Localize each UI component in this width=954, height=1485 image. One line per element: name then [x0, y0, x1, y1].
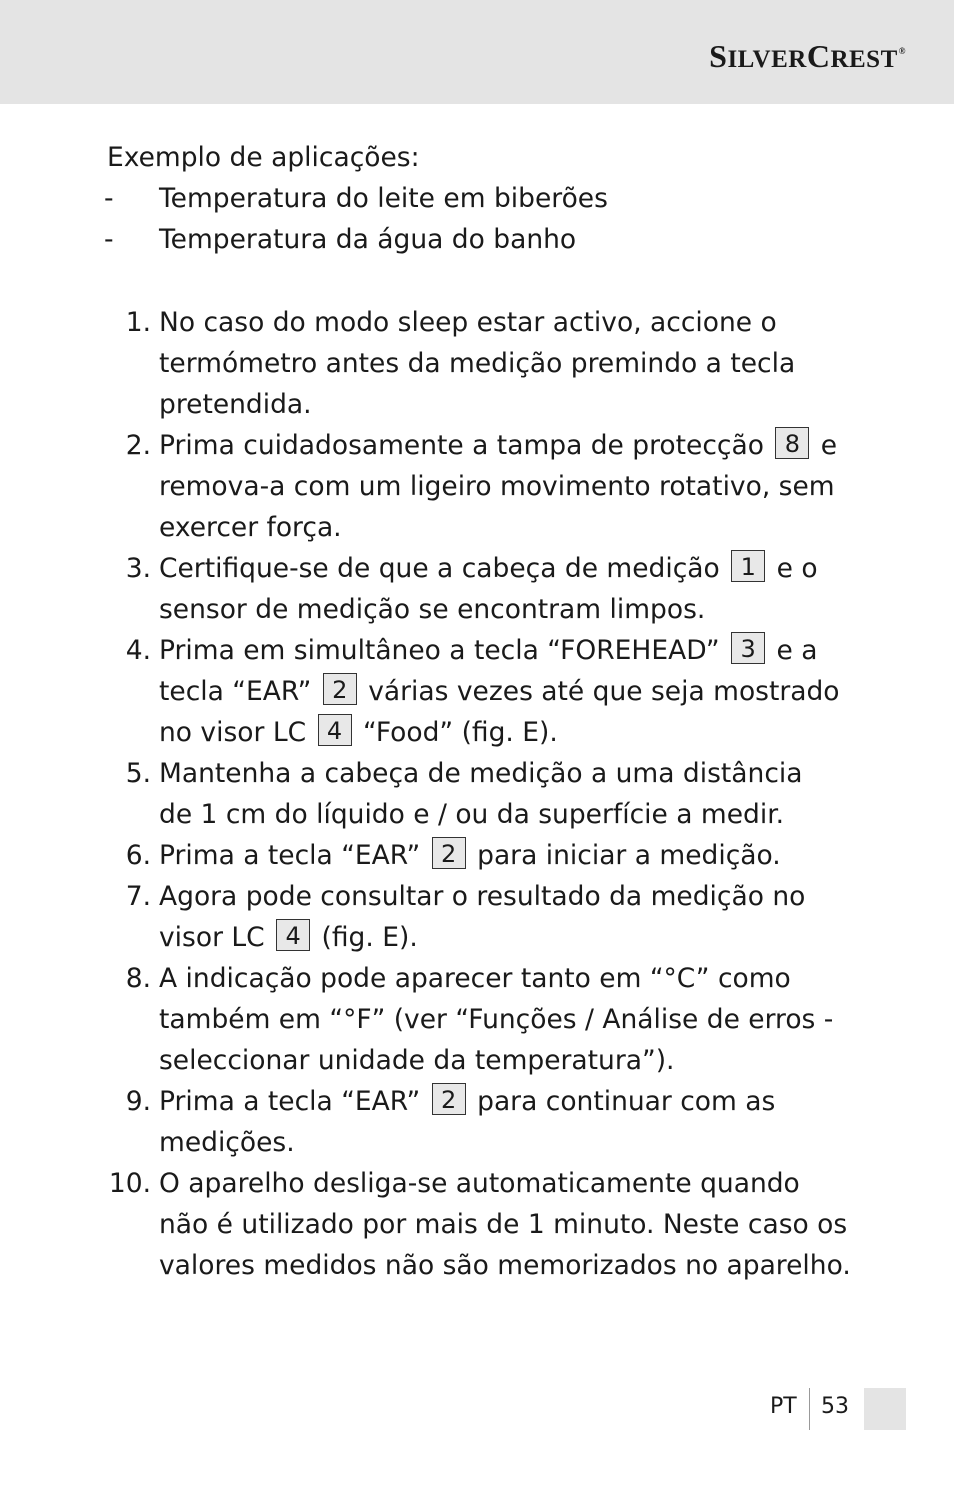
component-ref-2: 2 — [432, 837, 466, 869]
component-ref-2: 2 — [432, 1083, 466, 1115]
step-7: 7. Agora pode consultar o resultado da medição no visor LC 4 (fig. E). — [125, 881, 806, 953]
step-9: 9. Prima a tecla “EAR” 2 para continuar com as medições. — [107, 1081, 867, 1163]
component-ref-1: 1 — [731, 550, 765, 582]
step-6: 6. Prima a tecla “EAR” 2 para iniciar a medição. — [107, 835, 867, 876]
bullet-item: - Temperatura da água do banho — [104, 224, 577, 255]
step-10: 10. O aparelho desliga-se automaticamente quando não é utilizado por mais de 1 minuto. Neste caso os valores medidos não são memorizados no aparelho. — [108, 1168, 851, 1281]
intro-heading: Exemplo de aplicações: — [107, 142, 420, 173]
page-tab-marker — [864, 1388, 906, 1430]
language-label: PT — [770, 1394, 797, 1419]
page-number: 53 — [821, 1394, 849, 1419]
component-ref-4: 4 — [276, 919, 310, 951]
component-ref-4: 4 — [318, 714, 352, 746]
steps-list — [107, 302, 867, 1286]
step-1: 1. No caso do modo sleep estar activo, accione o termómetro antes da medição premindo a tecla pretendida. — [125, 307, 796, 420]
component-ref-2: 2 — [323, 673, 357, 705]
step-2: 2. Prima cuidadosamente a tampa de protecção 8 e remova-a com um ligeiro movimento rotativo, sem exercer força. — [107, 425, 867, 548]
step-5: 5. Mantenha a cabeça de medição a uma distância de 1 cm do líquido e / ou da superfície a medir. — [125, 758, 803, 830]
step-8: 8. A indicação pode aparecer tanto em “°C” como também em “°F” (ver “Funções / Análise de erros - seleccionar unidade da temperatura”). — [125, 963, 834, 1076]
step-4: 4. Prima em simultâneo a tecla “FOREHEAD” 3 e a tecla “EAR” 2 várias vezes até que seja mostrado no visor LC 4 “Food” (fig. E). — [107, 630, 867, 753]
component-ref-8: 8 — [775, 427, 809, 459]
bullet-item: - Temperatura do leite em biberões — [104, 183, 608, 214]
step-3: 3. Certifique-se de que a cabeça de medição 1 e o sensor de medição se encontram limpos. — [107, 548, 867, 630]
brand-logo: SILVERCREST® — [709, 38, 906, 74]
component-ref-3: 3 — [731, 632, 765, 664]
footer-divider — [809, 1388, 810, 1430]
